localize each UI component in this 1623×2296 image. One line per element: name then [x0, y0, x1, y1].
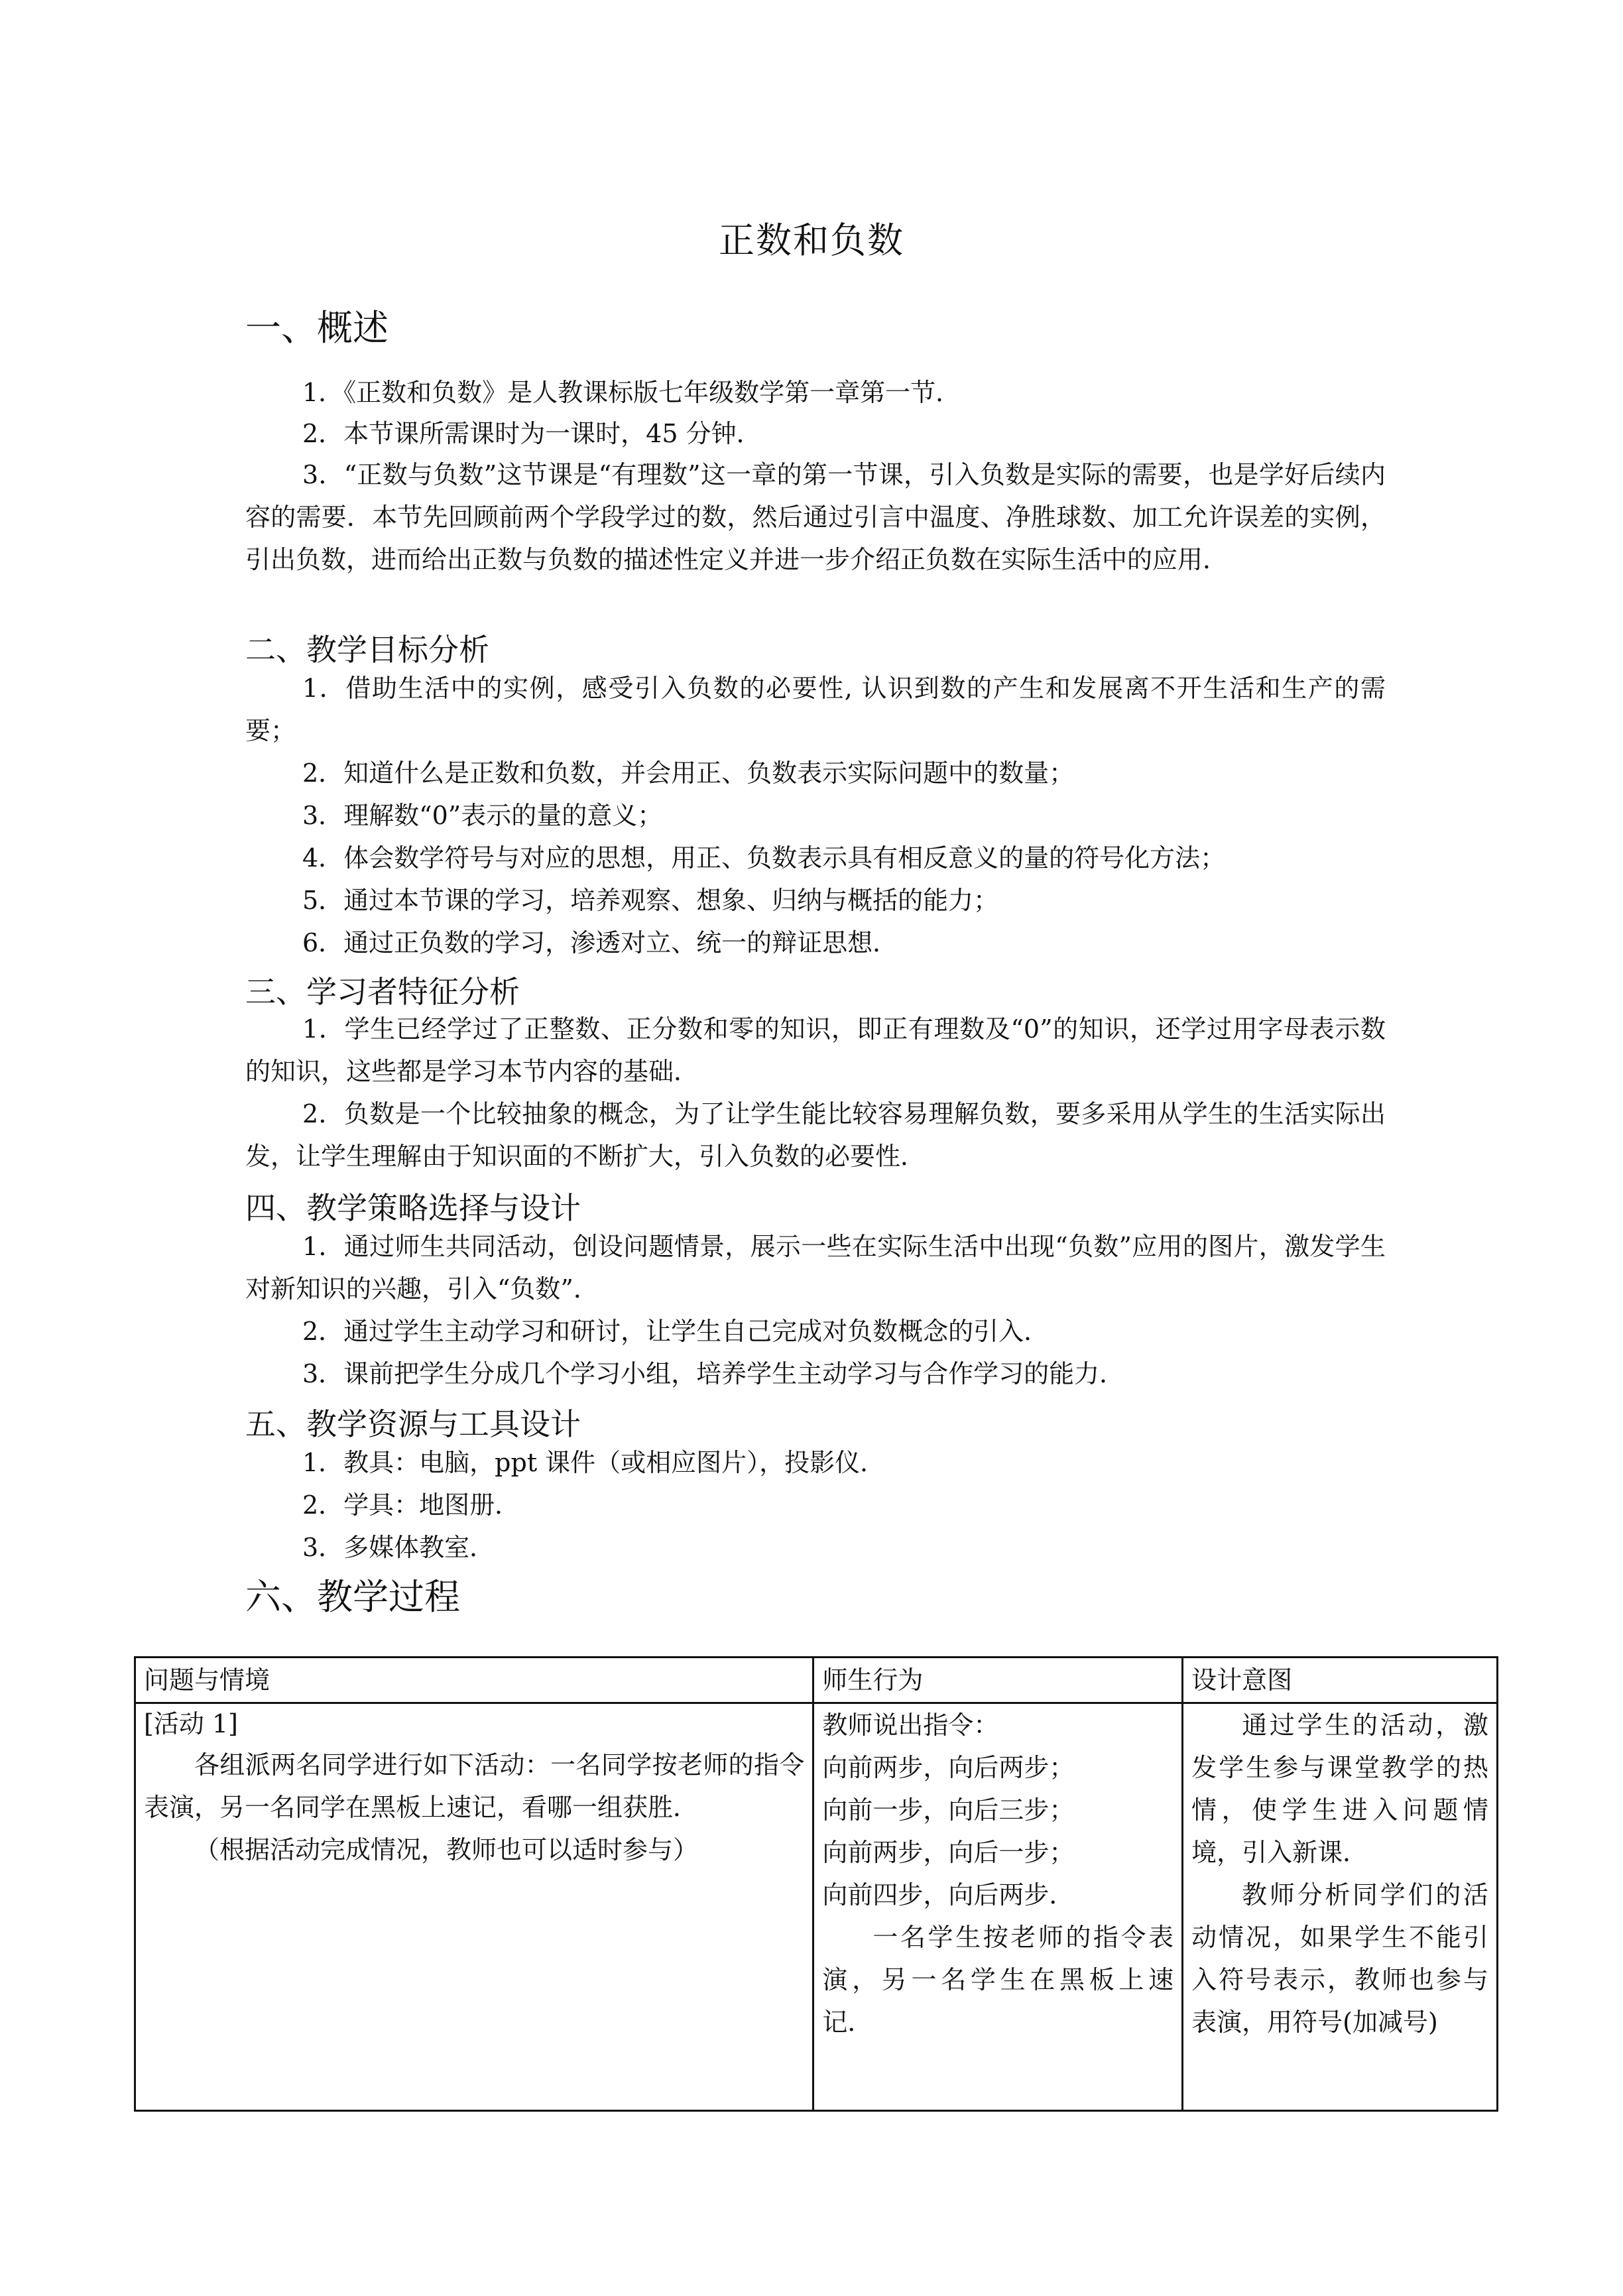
cell-line: 向前两步，向后两步；	[822, 1753, 1075, 1782]
teaching-process-table	[134, 1656, 1498, 2112]
paragraph: 3．课前把学生分成几个学习小组，培养学生主动学习与合作学习的能力．	[302, 1359, 1125, 1388]
cell-line: 向前一步，向后三步；	[822, 1795, 1075, 1825]
paragraph: 2．知道什么是正数和负数，并会用正、负数表示实际问题中的数量；	[302, 758, 1075, 788]
cell-paragraph: 通过学生的活动，激发学生参与课堂教学的热情，使学生进入问题情境，引入新课．	[1191, 1711, 1488, 1867]
table-header-cell: 问题与情境	[135, 1658, 813, 1703]
paragraph: 2．本节课所需课时为一课时，45 分钟．	[302, 419, 762, 448]
paragraph: 1．借助生活中的实例，感受引入负数的必要性, 认识到数的产生和发展离不开生活和生产的需要；	[245, 674, 1386, 745]
table-cell-situation	[135, 1703, 813, 2111]
cell-paragraph: 一名学生按老师的指令表演，另一名学生在黑板上速记．	[822, 1923, 1174, 2037]
section-heading-objectives: 二、教学目标分析	[245, 632, 489, 668]
paragraph: 1．学生已经学过了正整数、正分数和零的知识，即正有理数及“0”的知识，还学过用字母表示数的知识，这些都是学习本节内容的基础．	[245, 1014, 1386, 1086]
cell-line: 向前四步，向后两步．	[822, 1880, 1075, 1909]
cell-paragraph: （根据活动完成情况，教师也可以适时参与）	[194, 1835, 699, 1864]
paragraph: 3．多媒体教室．	[302, 1533, 495, 1562]
table-header-row	[135, 1658, 1498, 1703]
table-header-cell: 师生行为	[813, 1658, 1183, 1703]
paragraph: 2．学具：地图册．	[302, 1490, 520, 1520]
paragraph: 1．教具：电脑，ppt 课件（或相应图片），投影仪．	[302, 1448, 886, 1477]
activity-tag: [活动 1]	[144, 1709, 238, 1738]
paragraph: 4．体会数学符号与对应的思想，用正、负数表示具有相反意义的量的符号化方法；	[302, 843, 1226, 873]
paragraph: 2．负数是一个比较抽象的概念，为了让学生能比较容易理解负数，要多采用从学生的生活实际出发，让学生理解由于知识面的不断扩大，引入负数的必要性．	[245, 1099, 1386, 1171]
cell-line: 向前两步，向后一步；	[822, 1838, 1075, 1867]
section-heading-process: 六、教学过程	[245, 1576, 460, 1618]
cell-line: 教师说出指令：	[822, 1711, 999, 1740]
table-cell-intent	[1183, 1703, 1498, 2111]
section-heading-strategy: 四、教学策略选择与设计	[245, 1190, 581, 1226]
section-heading-learners: 三、学习者特征分析	[245, 974, 520, 1010]
paragraph: 1．通过师生共同活动，创设问题情景，展示一些在实际生活中出现“负数”应用的图片，激发学生对新知识的兴趣，引入“负数”．	[245, 1232, 1386, 1303]
paragraph: 3．理解数“0”表示的量的意义；	[302, 801, 663, 830]
table-cell-behavior	[813, 1703, 1183, 2111]
table-row	[135, 1703, 1498, 2111]
paragraph: 3．“正数与负数”这节课是“有理数”这一章的第一节课，引入负数是实际的需要，也是学好后续内容的需要．本节先回顾前两个学段学过的数，然后通过引言中温度、净胜球数、加工允许误差的实例，引出负数，进而给出正数与负数的描述性定义并进一步介绍正负数在实际生活中的应用．	[245, 460, 1386, 574]
table-header-cell: 设计意图	[1183, 1658, 1498, 1703]
page-title: 正数和负数	[719, 219, 904, 261]
paragraph: 6．通过正负数的学习，渗透对立、统一的辩证思想．	[302, 928, 898, 957]
paragraph: 5．通过本节课的学习，培养观察、想象、归纳与概括的能力；	[302, 886, 999, 915]
section-heading-resources: 五、教学资源与工具设计	[245, 1406, 581, 1442]
cell-paragraph: 教师分析同学们的活动情况，如果学生不能引入符号表示，教师也参与表演，用符号(加减号)	[1191, 1880, 1488, 2037]
paragraph: 2．通过学生主动学习和研讨，让学生自己完成对负数概念的引入．	[302, 1317, 1050, 1346]
paragraph: 1．《正数和负数》是人教课标版七年级数学第一章第一节．	[302, 378, 961, 407]
section-heading-overview: 一、概述	[245, 307, 389, 349]
cell-paragraph: 各组派两名同学进行如下活动：一名同学按老师的指令表演，另一名同学在黑板上速记，看哪一组获胜．	[144, 1750, 805, 1822]
